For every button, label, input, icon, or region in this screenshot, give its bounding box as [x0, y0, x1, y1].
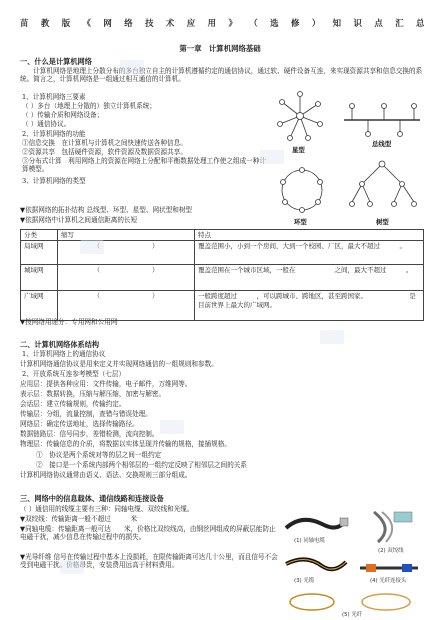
- header-char: 网: [103, 18, 113, 28]
- element-item: （ ）传输介质和网络设备；: [22, 111, 104, 119]
- header-char: 技: [145, 18, 154, 28]
- header-char: 教: [40, 18, 50, 28]
- section-1-paragraph: 计算机网络是地理上分散分布的多台独立自主的计算机遵循约定的通信协议，通过软、硬件设备互连，来实现资源共享和信息交换的系统。简言之，计算机网络是一组通过相互通信的计算机。: [20, 67, 423, 84]
- watermark-tile: [320, 330, 344, 344]
- subheading-functions: 2、计算机网络的功能: [22, 130, 86, 138]
- table-cell: 城域网: [21, 265, 58, 291]
- section-3-title: 三、网络中的信息载体、通信线路和连接设备: [20, 494, 164, 503]
- table-header-cell: 分类: [21, 230, 58, 241]
- subheading-protocol: 1、计算机网络上的通信协议: [22, 350, 106, 358]
- header-char: 点: [374, 18, 384, 28]
- twisted-pair-icon: [374, 512, 412, 542]
- table-row: [21, 265, 424, 291]
- header-char: 应: [186, 18, 196, 28]
- protocol-note: ① 协议是两个系统对等的层之间一组约定: [36, 451, 162, 459]
- table-cell: （ ）: [58, 241, 195, 265]
- osi-layer: 传输层：分组，流量控制，查错与错误处理。: [20, 410, 152, 418]
- table-cell: （ ）: [58, 265, 195, 291]
- table-cell: 覆盖范围在一个城市区域，一般在 之间，最大不超过 。: [195, 265, 424, 291]
- osi-layer: 表示层：数据转换，压缩与解压缩，加密与解密。: [20, 390, 166, 398]
- tree-label: 树型: [376, 218, 389, 226]
- header-char: 识: [353, 18, 363, 28]
- tree-topology: [350, 161, 417, 207]
- cable-images: [282, 508, 424, 618]
- osi-layer: 会话层：建立传输规则，传输约定。: [20, 400, 126, 408]
- header-char: 》: [228, 18, 238, 28]
- ring-label: 环型: [294, 218, 307, 226]
- table-cell: 局域网: [21, 241, 58, 265]
- osi-layer: 数据链路层：信号同步，差错检测，流向控制。: [20, 430, 159, 438]
- element-item: （ ）多台（地理上分散的）独立计算机系统；: [22, 102, 156, 110]
- cable-label: (1) 同轴电缆: [294, 538, 325, 544]
- function-item: ②资源共享 包括硬件资源，软件资源及数据资源共享。: [22, 148, 187, 156]
- document-header: [20, 18, 425, 29]
- cable-label: (3) 光缆: [294, 578, 315, 584]
- cable-line: （ ）通信用的线缆主要有三种：同轴电缆、双绞线和光缆。: [20, 505, 194, 513]
- subheading-types: 3、计算机网络的类型: [22, 177, 86, 185]
- cable-label: (4) 光纤连接头: [370, 578, 407, 584]
- interface-note: ② 接口是一个系统内部两个相邻层的一组约定反映了相邻层之间的关系: [36, 461, 247, 469]
- function-item: ①信息交换 在计算机与计算机之间快速传送各种信息。: [22, 139, 187, 147]
- table-cell: 广域网: [21, 291, 58, 321]
- use-type-line: ▼按网络用途分：专用网和公用网: [20, 318, 118, 326]
- element-item: （ ）通信协议。: [22, 120, 71, 128]
- section-1-title: 一、什么是计算机网络: [20, 57, 92, 66]
- ring-topology: [281, 168, 323, 213]
- watermark-tile: [160, 420, 184, 434]
- table-header-cell: 缩写: [58, 230, 195, 241]
- watermark-tile: [260, 150, 284, 164]
- header-char: 术: [165, 18, 175, 28]
- star-topology: [278, 92, 323, 141]
- header-char: 选: [270, 18, 279, 28]
- cable-line: ▼光导纤维 信号在传输过程中基本上没损耗，在限传输距离可达几十公里，而且信号不会受到电磁干扰。价格昂贵，安装费用远高于材料费用。: [20, 553, 278, 570]
- protocol-components: 计算机网络协议通常由语义、语法、交换规则三部分组成。: [20, 471, 192, 479]
- header-char: ）: [311, 18, 321, 28]
- table-row: [21, 291, 424, 321]
- chapter-title: 第一章 计算机网络基础: [179, 44, 261, 53]
- header-char: 苗: [20, 18, 29, 28]
- function-item: ③分布式计算 利用网络上的资源在网络上分配和平衡数据处理工作使之组成一种计算模型。: [22, 157, 266, 174]
- cable-label: (2) 双绞线: [378, 548, 404, 554]
- watermark-tile: [60, 560, 84, 574]
- type-line: ▼依据网络的拓扑结构 总线型、环型、星型、网状型和树型: [20, 206, 193, 214]
- table-cell: 覆盖范围小，小到一个房间，大到一个校园、厂区，最大不超过 。: [195, 241, 424, 265]
- coaxial-cable-icon: [286, 518, 348, 528]
- optical-cable-icon: [286, 559, 346, 569]
- bus-topology: [344, 104, 420, 137]
- header-char: 版: [61, 18, 71, 28]
- fiber-connector-icon: [360, 564, 418, 572]
- table-header-cell: 特点: [195, 230, 424, 241]
- watermark-tile: [120, 60, 144, 74]
- header-char: 总: [416, 18, 425, 28]
- osi-layer: 应用层：提供各种应用：文件传输，电子邮件，万维网等。: [20, 380, 192, 388]
- fiber-strand-icon: [290, 594, 410, 610]
- cable-label: (5) 光纤: [342, 612, 363, 618]
- header-char: 修: [290, 18, 300, 28]
- star-label: 星型: [292, 146, 305, 154]
- header-char: 络: [124, 18, 134, 28]
- header-char: 《: [82, 18, 92, 28]
- cable-line: ▼同轴电缆：传输距离一般可达 米，价格比双绞线高，由钢丝网组成的屏蔽层能防止电磁干扰，减少信息在传输过程中的损失。: [20, 525, 276, 542]
- watermark-tile: [80, 240, 104, 254]
- protocol-definition: 计算机网络通信协议是用来定义并实现网络通信的一组规则和参数。: [20, 360, 218, 368]
- table-cell: 一般跨度超过 ，可以跨城市、跨地区，甚至跨国家。 是目前世界上最大的广域网。: [195, 291, 424, 321]
- section-2-title: 二、计算机网络体系结构: [20, 340, 100, 349]
- header-char: 知: [332, 18, 342, 28]
- subheading-osi: 2、开放系统互连参考模型（七层）: [22, 370, 126, 378]
- bus-label: 总线型: [372, 140, 392, 148]
- subheading-three-elements: 1、计算机网络三要素: [22, 93, 86, 101]
- osi-layer: 物理层：传输信息的介质，将数据以实体呈现并传输的规格，接插规格。: [20, 440, 231, 448]
- topology-diagram: [272, 86, 422, 231]
- osi-layer: 网络层：确定传送地址，选择传输路径。: [20, 420, 139, 428]
- type-line: ▼依据网络中计算机之间通信距离的长短: [20, 216, 138, 224]
- cable-line: ▼双绞线：传输距离一般不超过 米: [20, 515, 138, 523]
- header-char: 汇: [395, 18, 405, 28]
- header-char: （: [249, 18, 259, 28]
- table-cell: （ ）: [58, 291, 195, 321]
- header-char: 用: [207, 18, 217, 28]
